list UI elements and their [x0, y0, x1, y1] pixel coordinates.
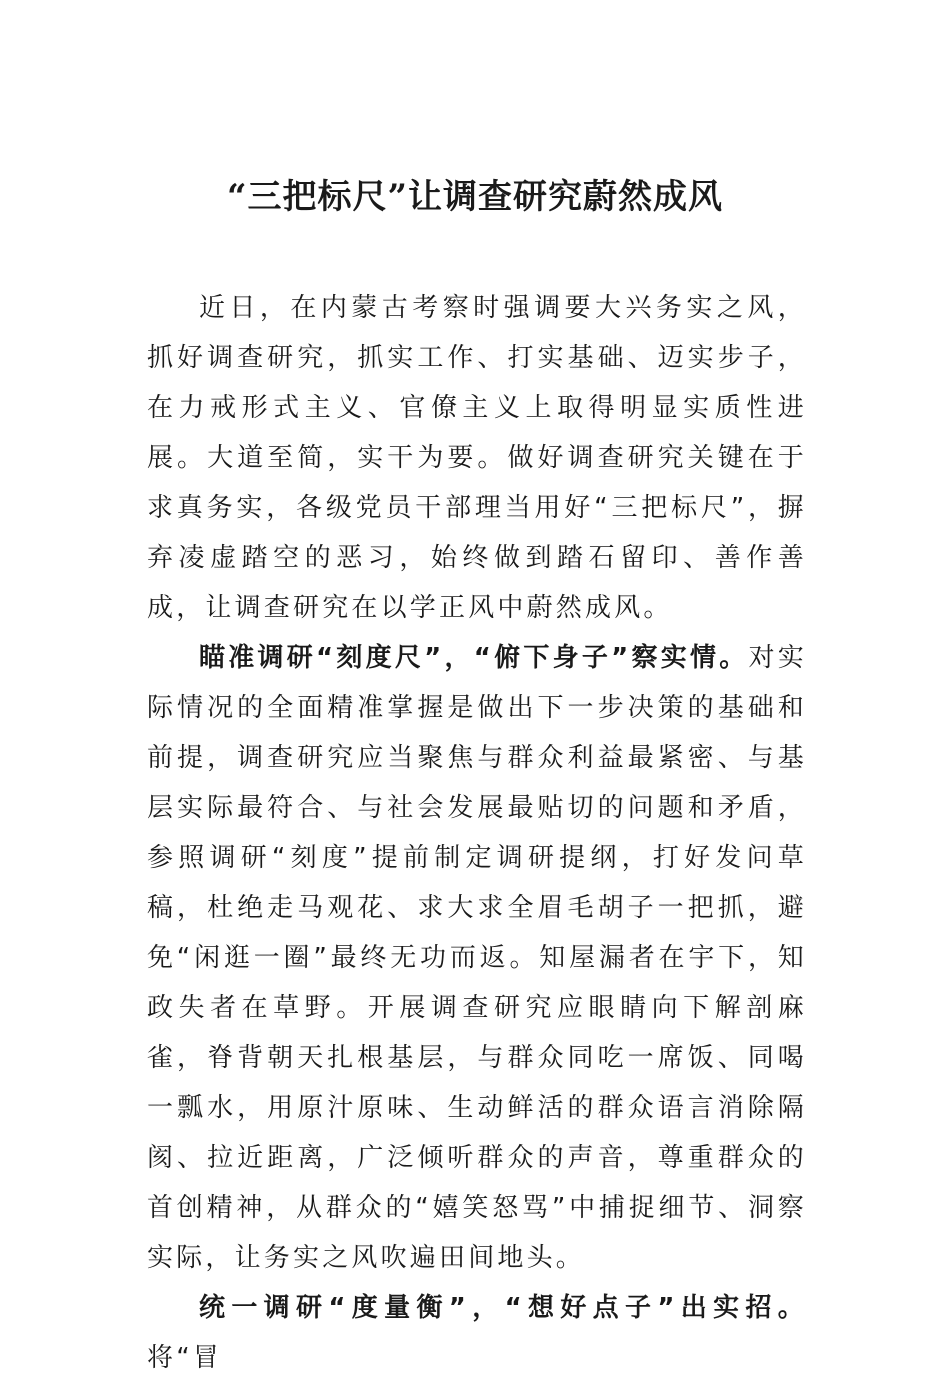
paragraph-text: 对实际情况的全面精准掌握是做出下一步决策的基础和前提，调查研究应当聚焦与群众利益最紧密、与基层实际最符合、与社会发展最贴切的问题和矛盾，参照调研“刻度”提前制定调研提纲，打好发问草稿，杜绝走马观花、求大求全眉毛胡子一把抓，避免“闲逛一圈”最终无功而返。知屋漏者在宇下，知政失者在草野。开展调查研究应眼睛向下解剖麻雀，脊背朝天扎根基层，与群众同吃一席饭、同喝一瓢水，用原汁原味、生动鲜活的群众语言消除隔阂、拉近距离，广泛倾听群众的声音，尊重群众的首创精神，从群众的“嬉笑怒骂”中捕捉细节、洞察实际，让务实之风吹遍田间地头。 [147, 643, 807, 1273]
document-title: “三把标尺”让调查研究蔚然成风 [226, 177, 724, 217]
document-body [147, 283, 807, 1383]
paragraph-section-2 [147, 1283, 807, 1383]
paragraph-text: 近日，在内蒙古考察时强调要大兴务实之风，抓好调查研究，抓实工作、打实基础、迈实步子，在力戒形式主义、官僚主义上取得明显实质性进展。大道至简，实干为要。做好调查研究关键在于求真务实，各级党员干部理当用好“三把标尺”，摒弃凌虚踏空的恶习，始终做到踏石留印、善作善成，让调查研究在以学正风中蔚然成风。 [147, 293, 807, 623]
paragraph-text: 将“冒 [147, 1343, 223, 1373]
section-heading: 统一调研“度量衡”，“想好点子”出实招。 [199, 1293, 807, 1323]
section-heading: 瞄准调研“刻度尺”，“俯下身子”察实情。 [199, 643, 749, 673]
paragraph-intro [147, 283, 807, 633]
paragraph-section-1 [147, 633, 807, 1283]
